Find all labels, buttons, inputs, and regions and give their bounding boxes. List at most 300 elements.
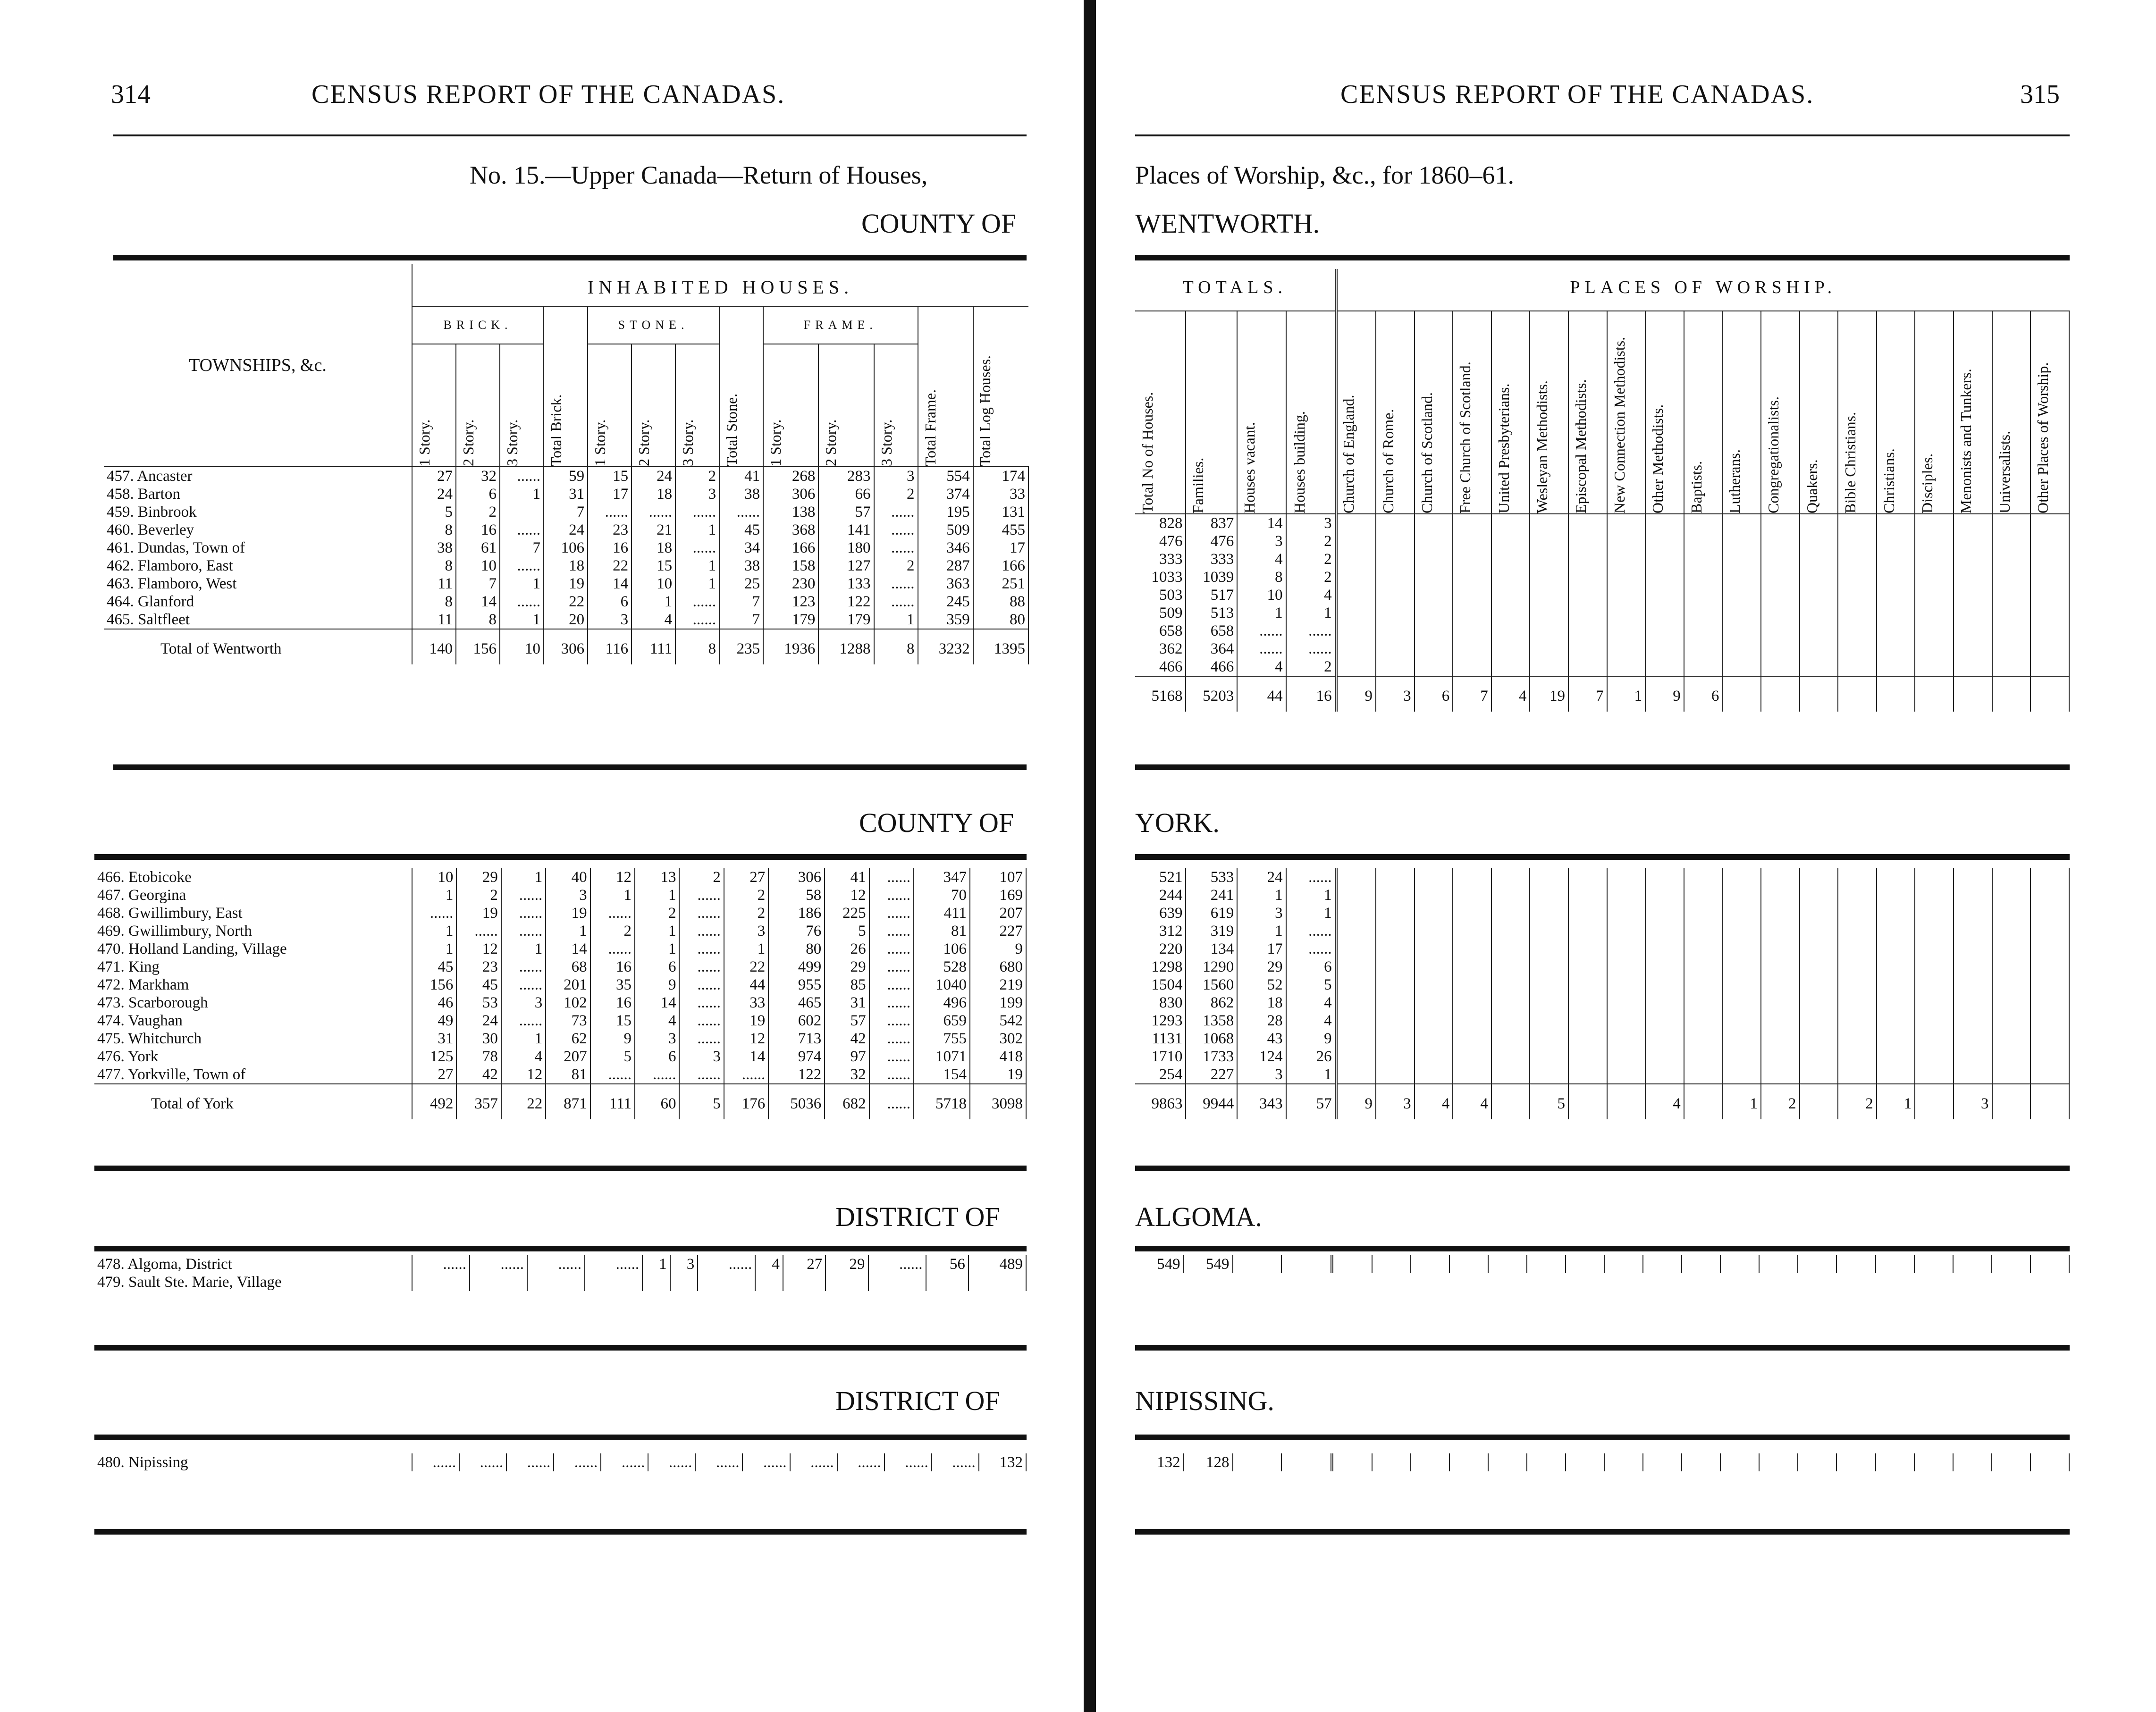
cell-value: 18 bbox=[632, 539, 675, 557]
empty-cell bbox=[1992, 1066, 2031, 1084]
empty-cell bbox=[1645, 1012, 1684, 1030]
empty-cell bbox=[1336, 886, 1376, 904]
empty-cell bbox=[1568, 922, 1607, 940]
cell-value: 9 bbox=[970, 940, 1026, 958]
total-value: 156 bbox=[456, 629, 500, 664]
col-header: Menonists and Tunkers. bbox=[1954, 311, 1992, 514]
cell-value: 1 bbox=[1286, 1066, 1336, 1084]
cell-value: 8 bbox=[412, 521, 456, 539]
cell-value: 1290 bbox=[1186, 958, 1237, 976]
empty-cell bbox=[1761, 622, 1800, 640]
empty-cell bbox=[1838, 532, 1877, 550]
empty-cell bbox=[1415, 568, 1453, 586]
col-brick-2-story: 2 Story. bbox=[456, 344, 500, 467]
township-name: 475. Whitchurch bbox=[94, 1030, 412, 1048]
col-header: Houses vacant. bbox=[1237, 311, 1286, 514]
cell-value: 40 bbox=[546, 868, 590, 886]
empty-cell bbox=[1800, 940, 1838, 958]
cell-value: 12 bbox=[825, 886, 869, 904]
table-row bbox=[104, 467, 1028, 485]
empty-cell bbox=[1877, 1048, 1915, 1066]
empty-cell bbox=[1491, 622, 1530, 640]
empty-cell bbox=[1877, 532, 1915, 550]
table-row bbox=[1135, 976, 2069, 994]
cell-value: ...... bbox=[679, 1066, 724, 1084]
empty-cell bbox=[1954, 904, 1992, 922]
empty-cell bbox=[1954, 958, 1992, 976]
empty-cell bbox=[1568, 640, 1607, 658]
cell-value bbox=[783, 1273, 825, 1291]
total-value: 4 bbox=[1491, 676, 1530, 712]
page-gutter bbox=[1084, 0, 1096, 1712]
cell-value: 2 bbox=[675, 467, 719, 485]
total-row bbox=[104, 629, 1028, 664]
wentworth-end-rule-right bbox=[1135, 764, 2070, 770]
cell-value: 513 bbox=[1186, 604, 1237, 622]
cell-value: 32 bbox=[456, 467, 500, 485]
township-name: 466. Etobicoke bbox=[94, 868, 412, 886]
empty-cell bbox=[1954, 586, 1992, 604]
algoma-worship-table bbox=[1135, 1255, 2070, 1273]
empty-cell bbox=[2030, 640, 2069, 658]
cell-value: 14 bbox=[588, 575, 632, 593]
empty-cell bbox=[1530, 994, 1568, 1012]
empty-cell bbox=[1568, 940, 1607, 958]
cell-value: 241 bbox=[1186, 886, 1237, 904]
empty-cell bbox=[1491, 550, 1530, 568]
empty-cell bbox=[1530, 1048, 1568, 1066]
empty-cell bbox=[1376, 640, 1415, 658]
cell-value bbox=[1233, 1255, 1282, 1273]
township-name: 479. Sault Ste. Marie, Village bbox=[94, 1273, 412, 1291]
empty-cell bbox=[1876, 1453, 1914, 1471]
cell-value: 1 bbox=[500, 575, 544, 593]
cell-value: 133 bbox=[818, 575, 874, 593]
empty-cell bbox=[1761, 922, 1800, 940]
empty-cell bbox=[1530, 976, 1568, 994]
cell-value: 207 bbox=[970, 904, 1026, 922]
cell-value: 58 bbox=[768, 886, 825, 904]
empty-cell bbox=[1800, 1048, 1838, 1066]
empty-cell bbox=[1877, 922, 1915, 940]
table-row bbox=[1135, 994, 2069, 1012]
township-name: 463. Flamboro, West bbox=[104, 575, 412, 593]
empty-cell bbox=[1876, 1255, 1914, 1273]
empty-cell bbox=[1568, 886, 1607, 904]
empty-cell bbox=[2030, 1453, 2069, 1471]
cell-value: 333 bbox=[1135, 550, 1186, 568]
empty-cell bbox=[1415, 886, 1453, 904]
col-header: Universalists. bbox=[1992, 311, 2031, 514]
wentworth-end-rule bbox=[113, 764, 1027, 770]
empty-cell bbox=[1491, 1066, 1530, 1084]
cell-value: ...... bbox=[554, 1453, 601, 1471]
empty-cell bbox=[1838, 514, 1877, 532]
cell-value: ...... bbox=[585, 1255, 642, 1273]
cell-value: 41 bbox=[825, 868, 869, 886]
empty-cell bbox=[1568, 1066, 1607, 1084]
empty-cell bbox=[1838, 1048, 1877, 1066]
total-value: 4 bbox=[1645, 1084, 1684, 1119]
empty-cell bbox=[1722, 922, 1761, 940]
empty-cell bbox=[1645, 922, 1684, 940]
cell-value: 14 bbox=[456, 593, 500, 611]
cell-value: 1 bbox=[1286, 904, 1336, 922]
empty-cell bbox=[1992, 904, 2031, 922]
empty-cell bbox=[1684, 586, 1723, 604]
empty-cell bbox=[1992, 1012, 2031, 1030]
table-row bbox=[94, 940, 1026, 958]
empty-cell bbox=[1604, 1453, 1643, 1471]
empty-cell bbox=[1722, 976, 1761, 994]
total-row bbox=[1135, 676, 2069, 712]
empty-cell bbox=[1800, 994, 1838, 1012]
cell-value: 3 bbox=[679, 1048, 724, 1066]
total-value bbox=[1877, 676, 1915, 712]
empty-cell bbox=[1838, 922, 1877, 940]
empty-cell bbox=[1415, 586, 1453, 604]
cell-value: 713 bbox=[768, 1030, 825, 1048]
cell-value: 33 bbox=[973, 485, 1028, 503]
cell-value: 7 bbox=[719, 611, 763, 629]
cell-value: 528 bbox=[914, 958, 970, 976]
empty-cell bbox=[1877, 622, 1915, 640]
cell-value: ...... bbox=[679, 886, 724, 904]
cell-value: 80 bbox=[768, 940, 825, 958]
cell-value: 1 bbox=[501, 1030, 546, 1048]
cell-value: 29 bbox=[1237, 958, 1286, 976]
empty-cell bbox=[1488, 1255, 1527, 1273]
empty-cell bbox=[1915, 586, 1954, 604]
cell-value: 4 bbox=[1237, 550, 1286, 568]
empty-cell bbox=[1684, 568, 1723, 586]
empty-cell bbox=[1453, 640, 1491, 658]
empty-cell bbox=[1530, 568, 1568, 586]
total-value bbox=[1800, 1084, 1838, 1119]
total-value: 682 bbox=[825, 1084, 869, 1119]
total-value: 7 bbox=[1568, 676, 1607, 712]
empty-cell bbox=[1336, 568, 1376, 586]
cell-value: 302 bbox=[970, 1030, 1026, 1048]
cell-value: 3 bbox=[1286, 514, 1336, 532]
cell-value: ...... bbox=[932, 1453, 979, 1471]
total-value: 6 bbox=[1684, 676, 1723, 712]
cell-value bbox=[1233, 1453, 1282, 1471]
total-value: 9944 bbox=[1186, 1084, 1237, 1119]
empty-cell bbox=[1877, 604, 1915, 622]
table-subtitle: No. 15.—Upper Canada—Return of Houses, bbox=[470, 161, 928, 189]
cell-value: 25 bbox=[719, 575, 763, 593]
empty-cell bbox=[1491, 868, 1530, 886]
empty-cell bbox=[1376, 622, 1415, 640]
cell-value: 499 bbox=[768, 958, 825, 976]
total-value: 5168 bbox=[1135, 676, 1186, 712]
total-value bbox=[1992, 676, 2031, 712]
empty-cell bbox=[1800, 604, 1838, 622]
cell-value: 658 bbox=[1186, 622, 1237, 640]
empty-cell bbox=[1415, 868, 1453, 886]
empty-cell bbox=[1530, 532, 1568, 550]
brick-heading: BRICK. bbox=[412, 306, 544, 344]
total-value bbox=[1568, 1084, 1607, 1119]
table-row bbox=[1135, 568, 2069, 586]
cell-value: 21 bbox=[632, 521, 675, 539]
cell-value: 227 bbox=[970, 922, 1026, 940]
total-value bbox=[1761, 676, 1800, 712]
total-value: 116 bbox=[588, 629, 632, 664]
total-value bbox=[1954, 676, 1992, 712]
cell-value: 106 bbox=[544, 539, 588, 557]
col-stone-3-story: 3 Story. bbox=[675, 344, 719, 467]
cell-value: 4 bbox=[755, 1255, 783, 1273]
cell-value: 219 bbox=[970, 976, 1026, 994]
empty-cell bbox=[1491, 514, 1530, 532]
cell-value: 127 bbox=[818, 557, 874, 575]
empty-cell bbox=[1607, 514, 1646, 532]
cell-value: 10 bbox=[456, 557, 500, 575]
cell-value: 14 bbox=[724, 1048, 768, 1066]
empty-cell bbox=[1415, 1012, 1453, 1030]
cell-value: 6 bbox=[1286, 958, 1336, 976]
cell-value: ...... bbox=[501, 886, 546, 904]
totals-heading: TOTALS. bbox=[1135, 269, 1336, 311]
empty-cell bbox=[1838, 976, 1877, 994]
table-row bbox=[94, 1048, 1026, 1066]
empty-cell bbox=[2030, 550, 2069, 568]
township-name: 468. Gwillimbury, East bbox=[94, 904, 412, 922]
cell-value: ...... bbox=[635, 1066, 679, 1084]
col-frame-3-story: 3 Story. bbox=[874, 344, 918, 467]
cell-value: 619 bbox=[1186, 904, 1237, 922]
township-name: 461. Dundas, Town of bbox=[104, 539, 412, 557]
empty-cell bbox=[1568, 622, 1607, 640]
empty-cell bbox=[1530, 922, 1568, 940]
table-row bbox=[104, 521, 1028, 539]
col-header: Bible Christians. bbox=[1838, 311, 1877, 514]
cell-value: 2 bbox=[874, 557, 918, 575]
cell-value: ...... bbox=[1286, 622, 1336, 640]
cell-value: 169 bbox=[970, 886, 1026, 904]
col-total-stone: Total Stone. bbox=[719, 306, 763, 467]
empty-cell bbox=[1761, 958, 1800, 976]
cell-value: 29 bbox=[825, 1255, 868, 1273]
empty-cell bbox=[1954, 514, 1992, 532]
empty-cell bbox=[1643, 1255, 1682, 1273]
empty-cell bbox=[2030, 532, 2069, 550]
cell-value: 15 bbox=[632, 557, 675, 575]
empty-cell bbox=[1992, 622, 2031, 640]
cell-value: 34 bbox=[719, 539, 763, 557]
running-head-right: CENSUS REPORT OF THE CANADAS. bbox=[1340, 80, 1814, 109]
empty-cell bbox=[1684, 1048, 1723, 1066]
cell-value: 245 bbox=[918, 593, 973, 611]
houses-table bbox=[104, 264, 1029, 664]
total-value: 8 bbox=[874, 629, 918, 664]
empty-cell bbox=[1645, 514, 1684, 532]
york-top-rule-right bbox=[1135, 854, 2070, 860]
table-row bbox=[104, 575, 1028, 593]
empty-cell bbox=[2030, 1066, 2069, 1084]
empty-cell bbox=[1877, 940, 1915, 958]
total-value: 1936 bbox=[763, 629, 818, 664]
empty-cell bbox=[1684, 994, 1723, 1012]
empty-cell bbox=[1761, 550, 1800, 568]
empty-cell bbox=[1491, 568, 1530, 586]
empty-cell bbox=[1877, 568, 1915, 586]
total-value: 3 bbox=[1376, 676, 1415, 712]
empty-cell bbox=[1645, 1048, 1684, 1066]
cell-value: 26 bbox=[1286, 1048, 1336, 1066]
empty-cell bbox=[1415, 958, 1453, 976]
empty-cell bbox=[1684, 622, 1723, 640]
cell-value: 32 bbox=[825, 1066, 869, 1084]
empty-cell bbox=[1915, 1048, 1954, 1066]
cell-value: 319 bbox=[1186, 922, 1237, 940]
total-value bbox=[2030, 676, 2069, 712]
empty-cell bbox=[1915, 1030, 1954, 1048]
township-name: 467. Georgina bbox=[94, 886, 412, 904]
cell-value: ...... bbox=[412, 1453, 459, 1471]
empty-cell bbox=[1491, 658, 1530, 676]
empty-cell bbox=[1761, 586, 1800, 604]
empty-cell bbox=[1645, 586, 1684, 604]
township-name: 476. York bbox=[94, 1048, 412, 1066]
empty-cell bbox=[2030, 886, 2069, 904]
empty-cell bbox=[1684, 532, 1723, 550]
nipissing-top-rule-right bbox=[1135, 1435, 2070, 1440]
empty-cell bbox=[1759, 1453, 1798, 1471]
cell-value: 49 bbox=[412, 1012, 456, 1030]
empty-cell bbox=[1684, 940, 1723, 958]
cell-value: 22 bbox=[544, 593, 588, 611]
cell-value: 106 bbox=[914, 940, 970, 958]
empty-cell bbox=[1915, 514, 1954, 532]
cell-value: ...... bbox=[527, 1255, 585, 1273]
cell-value: 9 bbox=[590, 1030, 635, 1048]
empty-cell bbox=[1568, 550, 1607, 568]
cell-value: 23 bbox=[456, 958, 501, 976]
cell-value: 88 bbox=[973, 593, 1028, 611]
empty-cell bbox=[1954, 1066, 1992, 1084]
empty-cell bbox=[1604, 1255, 1643, 1273]
cell-value: 347 bbox=[914, 868, 970, 886]
empty-cell bbox=[2030, 868, 2069, 886]
cell-value: ...... bbox=[501, 958, 546, 976]
empty-cell bbox=[1568, 1012, 1607, 1030]
empty-cell bbox=[2030, 658, 2069, 676]
cell-value: 658 bbox=[1135, 622, 1186, 640]
table-row bbox=[1135, 658, 2069, 676]
empty-cell bbox=[1336, 658, 1376, 676]
empty-cell bbox=[1800, 568, 1838, 586]
cell-value: 1 bbox=[590, 886, 635, 904]
total-value: 111 bbox=[632, 629, 675, 664]
empty-cell bbox=[1800, 904, 1838, 922]
empty-cell bbox=[1566, 1453, 1604, 1471]
worship-table bbox=[1135, 269, 2070, 712]
cell-value: 828 bbox=[1135, 514, 1186, 532]
cell-value: 306 bbox=[768, 868, 825, 886]
empty-cell bbox=[1798, 1453, 1836, 1471]
total-value bbox=[2030, 1084, 2069, 1119]
empty-cell bbox=[1332, 1255, 1372, 1273]
table-row bbox=[104, 539, 1028, 557]
cell-value: ...... bbox=[874, 521, 918, 539]
empty-cell bbox=[1411, 1453, 1449, 1471]
cell-value: 19 bbox=[546, 904, 590, 922]
empty-cell bbox=[1491, 976, 1530, 994]
empty-cell bbox=[1415, 550, 1453, 568]
empty-cell bbox=[1336, 1012, 1376, 1030]
cell-value: 179 bbox=[818, 611, 874, 629]
empty-cell bbox=[1645, 604, 1684, 622]
empty-cell bbox=[1722, 886, 1761, 904]
cell-value: 496 bbox=[914, 994, 970, 1012]
empty-cell bbox=[1992, 1453, 2030, 1471]
cell-value: 38 bbox=[412, 539, 456, 557]
empty-cell bbox=[1530, 868, 1568, 886]
empty-cell bbox=[1607, 940, 1646, 958]
table-row bbox=[1135, 1066, 2069, 1084]
cell-value: 43 bbox=[1237, 1030, 1286, 1048]
cell-value: 123 bbox=[763, 593, 818, 611]
empty-cell bbox=[2030, 1012, 2069, 1030]
total-value bbox=[1607, 1084, 1646, 1119]
cell-value: 659 bbox=[914, 1012, 970, 1030]
cell-value: ...... bbox=[500, 521, 544, 539]
cell-value: ...... bbox=[648, 1453, 695, 1471]
right-page bbox=[1114, 0, 2156, 1712]
cell-value: 22 bbox=[588, 557, 632, 575]
county-name-wentworth: WENTWORTH. bbox=[1135, 208, 1320, 239]
cell-value: 509 bbox=[1135, 604, 1186, 622]
cell-value: ...... bbox=[679, 958, 724, 976]
township-name: 458. Barton bbox=[104, 485, 412, 503]
cell-value: 6 bbox=[635, 958, 679, 976]
cell-value bbox=[1281, 1453, 1332, 1471]
cell-value bbox=[755, 1273, 783, 1291]
empty-cell bbox=[1761, 886, 1800, 904]
total-value: 357 bbox=[456, 1084, 501, 1119]
cell-value: ...... bbox=[679, 976, 724, 994]
empty-cell bbox=[1684, 904, 1723, 922]
empty-cell bbox=[2030, 622, 2069, 640]
total-value: 57 bbox=[1286, 1084, 1336, 1119]
table-row bbox=[1135, 868, 2069, 886]
cell-value: 4 bbox=[1286, 586, 1336, 604]
total-value bbox=[1915, 676, 1954, 712]
cell-value: 154 bbox=[914, 1066, 970, 1084]
empty-cell bbox=[1914, 1453, 1953, 1471]
cell-value: ...... bbox=[500, 467, 544, 485]
cell-value: 15 bbox=[590, 1012, 635, 1030]
cell-value: 2 bbox=[635, 904, 679, 922]
empty-cell bbox=[1915, 1066, 1954, 1084]
empty-cell bbox=[1568, 1030, 1607, 1048]
empty-cell bbox=[2030, 568, 2069, 586]
total-value: 5 bbox=[1530, 1084, 1568, 1119]
empty-cell bbox=[1530, 940, 1568, 958]
cell-value: 3 bbox=[1237, 1066, 1286, 1084]
cell-value: 3 bbox=[546, 886, 590, 904]
cell-value: ...... bbox=[679, 1012, 724, 1030]
empty-cell bbox=[1954, 1012, 1992, 1030]
col-header: Episcopal Methodists. bbox=[1568, 311, 1607, 514]
cell-value bbox=[470, 1273, 527, 1291]
total-row bbox=[94, 1084, 1026, 1119]
empty-cell bbox=[1607, 640, 1646, 658]
table-row bbox=[1135, 886, 2069, 904]
